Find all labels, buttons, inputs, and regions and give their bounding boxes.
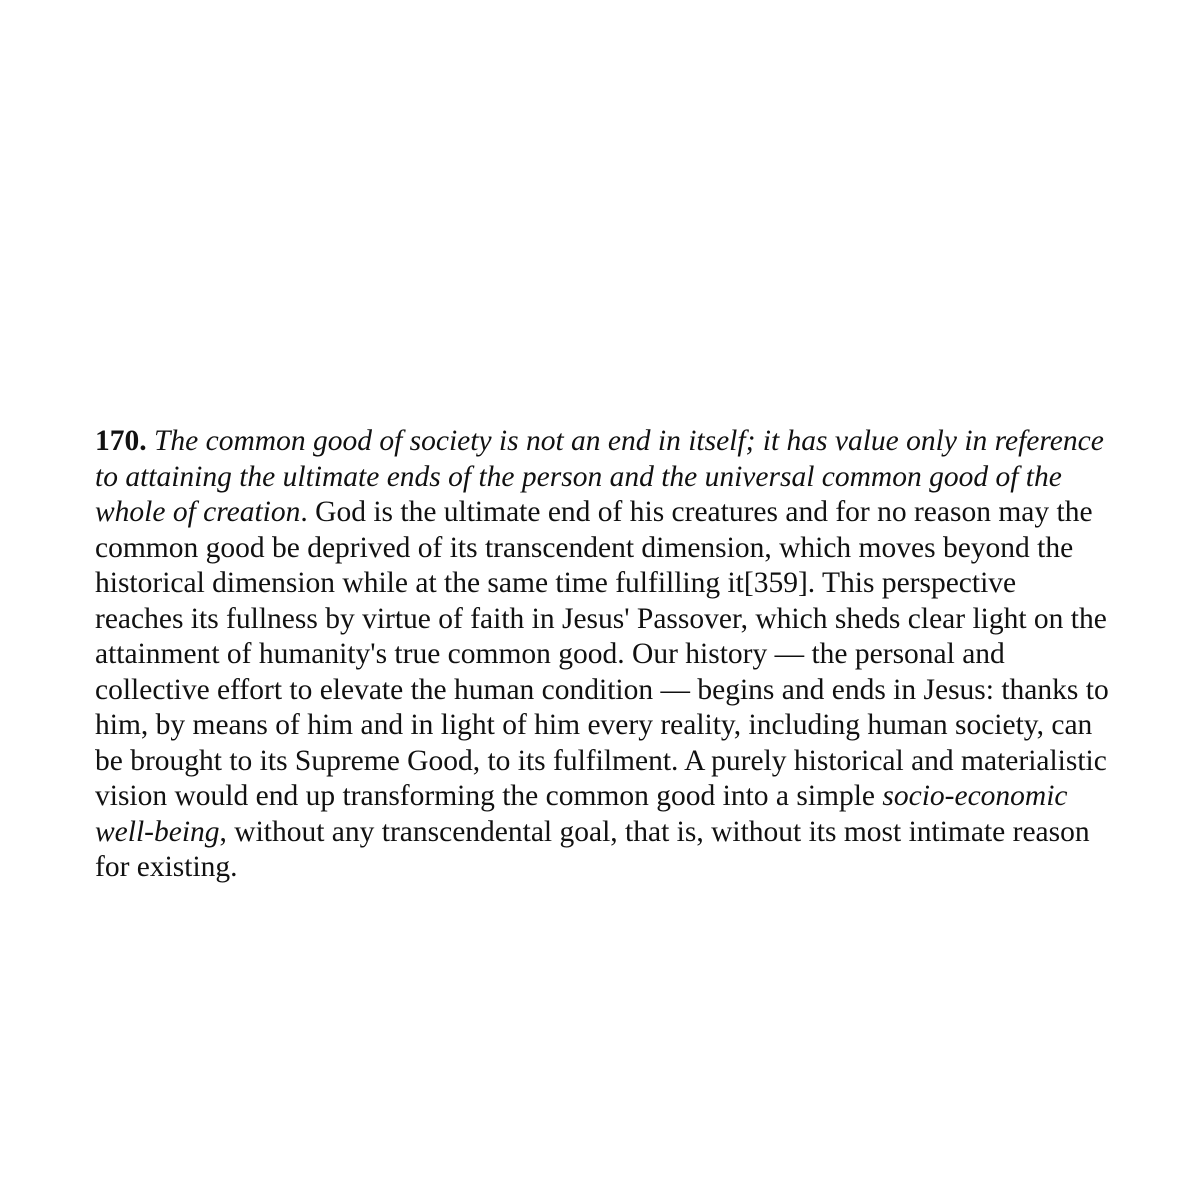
italic-intro: The common good of society is not an end in itself; it has value only in reference to attaining the ultimate ends of the person and the universal common good of the whole of creation (95, 425, 1104, 528)
body-text-3: , without any transcendental goal, that is, without its most intimate reason for existing. (95, 815, 1090, 883)
footnote-reference[interactable]: [359] (743, 567, 808, 599)
body-text-2: . This perspective reaches its fullness by virtue of faith in Jesus' Passover, which sheds clear light on the attainment of humanity's true common good. Our history — the personal and collective effort to elevate the human condition — begins and ends in Jesus: thanks to him, by means of him and in light of him every reality, including human society, can be brought to its Supreme Good, to its fulfilment. A purely historical and materialistic vision would end up transforming the common good into a simple (95, 567, 1109, 812)
body-text-1: . God is the ultimate end of his creatures and for no reason may the common good be deprived of its transcendent dimension, which moves beyond the historical dimension while at the same time fulfilling it (95, 496, 1093, 599)
paragraph-170 (95, 424, 1110, 886)
paragraph-number: 170. (95, 425, 147, 457)
italic-phrase: socio-economic well-being (95, 780, 1068, 848)
